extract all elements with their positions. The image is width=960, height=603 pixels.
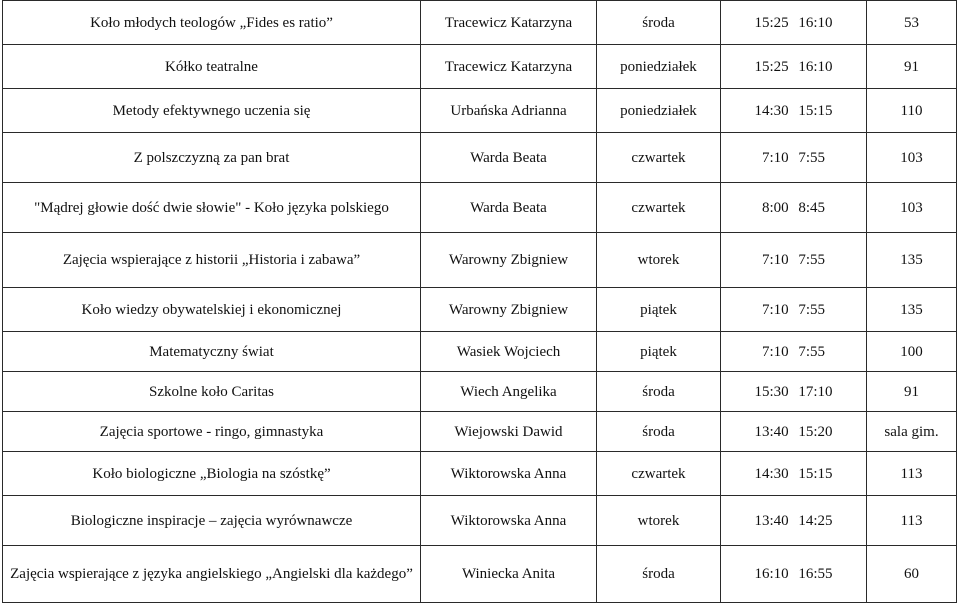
day-cell: środa [597, 372, 721, 412]
time-cell: 14:30 15:15 [721, 89, 867, 133]
teacher-cell: Wiech Angelika [421, 372, 597, 412]
room-cell: 113 [867, 452, 957, 496]
teacher-cell: Warowny Zbigniew [421, 288, 597, 332]
activity-name-cell: Biologiczne inspiracje – zajęcia wyrównawcze [3, 496, 421, 546]
day-cell: poniedziałek [597, 45, 721, 89]
activity-name-cell: Matematyczny świat [3, 332, 421, 372]
table-row [3, 496, 957, 546]
room-cell: 103 [867, 133, 957, 183]
room-cell: 91 [867, 372, 957, 412]
activity-name-cell: Szkolne koło Caritas [3, 372, 421, 412]
day-cell: wtorek [597, 233, 721, 288]
activity-name-cell: Zajęcia wspierające z historii „Historia i zabawa” [3, 233, 421, 288]
teacher-cell: Winiecka Anita [421, 546, 597, 603]
teacher-cell: Tracewicz Katarzyna [421, 1, 597, 45]
time-cell: 16:10 16:55 [721, 546, 867, 603]
day-cell: środa [597, 546, 721, 603]
table-row [3, 45, 957, 89]
activity-name-cell: Koło młodych teologów „Fides es ratio” [3, 1, 421, 45]
room-cell: 135 [867, 288, 957, 332]
table-row [3, 372, 957, 412]
table-row [3, 183, 957, 233]
table-row [3, 412, 957, 452]
activity-name-cell: Zajęcia sportowe - ringo, gimnastyka [3, 412, 421, 452]
time-cell: 7:10 7:55 [721, 332, 867, 372]
table-row [3, 452, 957, 496]
table-row [3, 233, 957, 288]
table-row [3, 546, 957, 603]
activities-table [2, 0, 957, 603]
activity-name-cell: Kółko teatralne [3, 45, 421, 89]
room-cell: sala gim. [867, 412, 957, 452]
day-cell: wtorek [597, 496, 721, 546]
time-cell: 13:40 14:25 [721, 496, 867, 546]
teacher-cell: Urbańska Adrianna [421, 89, 597, 133]
room-cell: 91 [867, 45, 957, 89]
day-cell: czwartek [597, 183, 721, 233]
time-cell: 14:30 15:15 [721, 452, 867, 496]
day-cell: środa [597, 1, 721, 45]
room-cell: 103 [867, 183, 957, 233]
activity-name-cell: Koło biologiczne „Biologia na szóstkę” [3, 452, 421, 496]
time-cell: 15:25 16:10 [721, 1, 867, 45]
day-cell: środa [597, 412, 721, 452]
time-cell: 8:00 8:45 [721, 183, 867, 233]
table-row [3, 89, 957, 133]
room-cell: 113 [867, 496, 957, 546]
table-row [3, 1, 957, 45]
teacher-cell: Warda Beata [421, 133, 597, 183]
time-cell: 15:30 17:10 [721, 372, 867, 412]
teacher-cell: Warda Beata [421, 183, 597, 233]
time-cell: 15:25 16:10 [721, 45, 867, 89]
table-row [3, 332, 957, 372]
activity-name-cell: Z polszczyzną za pan brat [3, 133, 421, 183]
time-cell: 7:10 7:55 [721, 288, 867, 332]
teacher-cell: Tracewicz Katarzyna [421, 45, 597, 89]
day-cell: czwartek [597, 133, 721, 183]
room-cell: 100 [867, 332, 957, 372]
teacher-cell: Wiejowski Dawid [421, 412, 597, 452]
activity-name-cell: Metody efektywnego uczenia się [3, 89, 421, 133]
day-cell: piątek [597, 288, 721, 332]
activity-name-cell: "Mądrej głowie dość dwie słowie" - Koło języka polskiego [3, 183, 421, 233]
room-cell: 135 [867, 233, 957, 288]
room-cell: 53 [867, 1, 957, 45]
time-cell: 7:10 7:55 [721, 133, 867, 183]
teacher-cell: Wiktorowska Anna [421, 452, 597, 496]
teacher-cell: Warowny Zbigniew [421, 233, 597, 288]
day-cell: poniedziałek [597, 89, 721, 133]
room-cell: 60 [867, 546, 957, 603]
teacher-cell: Wiktorowska Anna [421, 496, 597, 546]
time-cell: 7:10 7:55 [721, 233, 867, 288]
time-cell: 13:40 15:20 [721, 412, 867, 452]
room-cell: 110 [867, 89, 957, 133]
day-cell: piątek [597, 332, 721, 372]
teacher-cell: Wasiek Wojciech [421, 332, 597, 372]
activity-name-cell: Koło wiedzy obywatelskiej i ekonomicznej [3, 288, 421, 332]
table-row [3, 133, 957, 183]
day-cell: czwartek [597, 452, 721, 496]
activity-name-cell: Zajęcia wspierające z języka angielskiego „Angielski dla każdego” [3, 546, 421, 603]
table-row [3, 288, 957, 332]
